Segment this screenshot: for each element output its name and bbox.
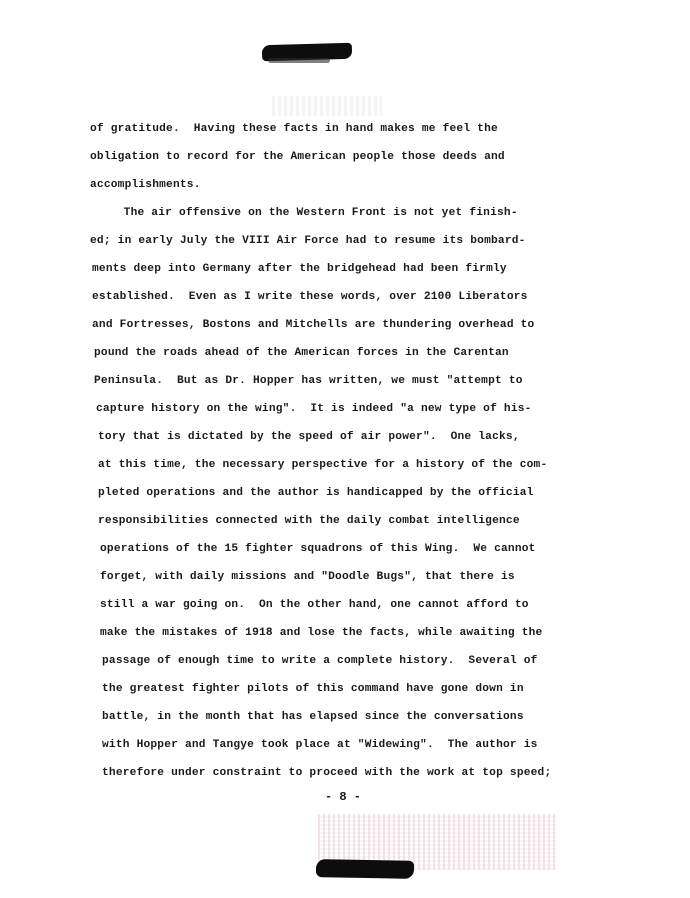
text-line: pleted operations and the author is handicapped by the official <box>98 487 534 499</box>
body-text <box>90 118 570 779</box>
text-line: obligation to record for the American people those deeds and <box>90 151 505 163</box>
text-line: of gratitude. Having these facts in hand makes me feel the <box>90 123 498 135</box>
redaction-mark-bottom <box>316 859 414 879</box>
text-line: Peninsula. But as Dr. Hopper has written, we must "attempt to <box>94 375 523 387</box>
text-line: with Hopper and Tangye took place at "Widewing". The author is <box>102 739 538 751</box>
text-line: at this time, the necessary perspective for a history of the com- <box>98 459 548 471</box>
text-line: responsibilities connected with the daily combat intelligence <box>98 515 520 527</box>
text-line: still a war going on. On the other hand, one cannot afford to <box>100 599 529 611</box>
text-line: tory that is dictated by the speed of air power". One lacks, <box>98 431 520 443</box>
text-line: forget, with daily missions and "Doodle Bugs", that there is <box>100 571 515 583</box>
faded-stamp-top <box>272 96 382 116</box>
redaction-mark-top-remnant <box>268 58 330 63</box>
text-line: capture history on the wing". It is indeed "a new type of his- <box>96 403 532 415</box>
text-line: make the mistakes of 1918 and lose the facts, while awaiting the <box>100 627 543 639</box>
text-line: battle, in the month that has elapsed since the conversations <box>102 711 524 723</box>
text-line: pound the roads ahead of the American forces in the Carentan <box>94 347 509 359</box>
text-line: and Fortresses, Bostons and Mitchells are thundering overhead to <box>92 319 535 331</box>
page-number: - 8 - <box>325 790 362 804</box>
text-line: passage of enough time to write a complete history. Several of <box>102 655 538 667</box>
text-line: accomplishments. <box>90 179 201 191</box>
text-line: therefore under constraint to proceed with the work at top speed; <box>102 767 552 779</box>
text-line: ed; in early July the VIII Air Force had to resume its bombard- <box>90 235 526 247</box>
text-line: the greatest fighter pilots of this command have gone down in <box>102 683 524 695</box>
text-line: The air offensive on the Western Front is not yet finish- <box>96 207 518 219</box>
text-line: established. Even as I write these words, over 2100 Liberators <box>92 291 528 303</box>
text-line: ments deep into Germany after the bridgehead had been firmly <box>92 263 507 275</box>
text-line: operations of the 15 fighter squadrons of this Wing. We cannot <box>100 543 536 555</box>
